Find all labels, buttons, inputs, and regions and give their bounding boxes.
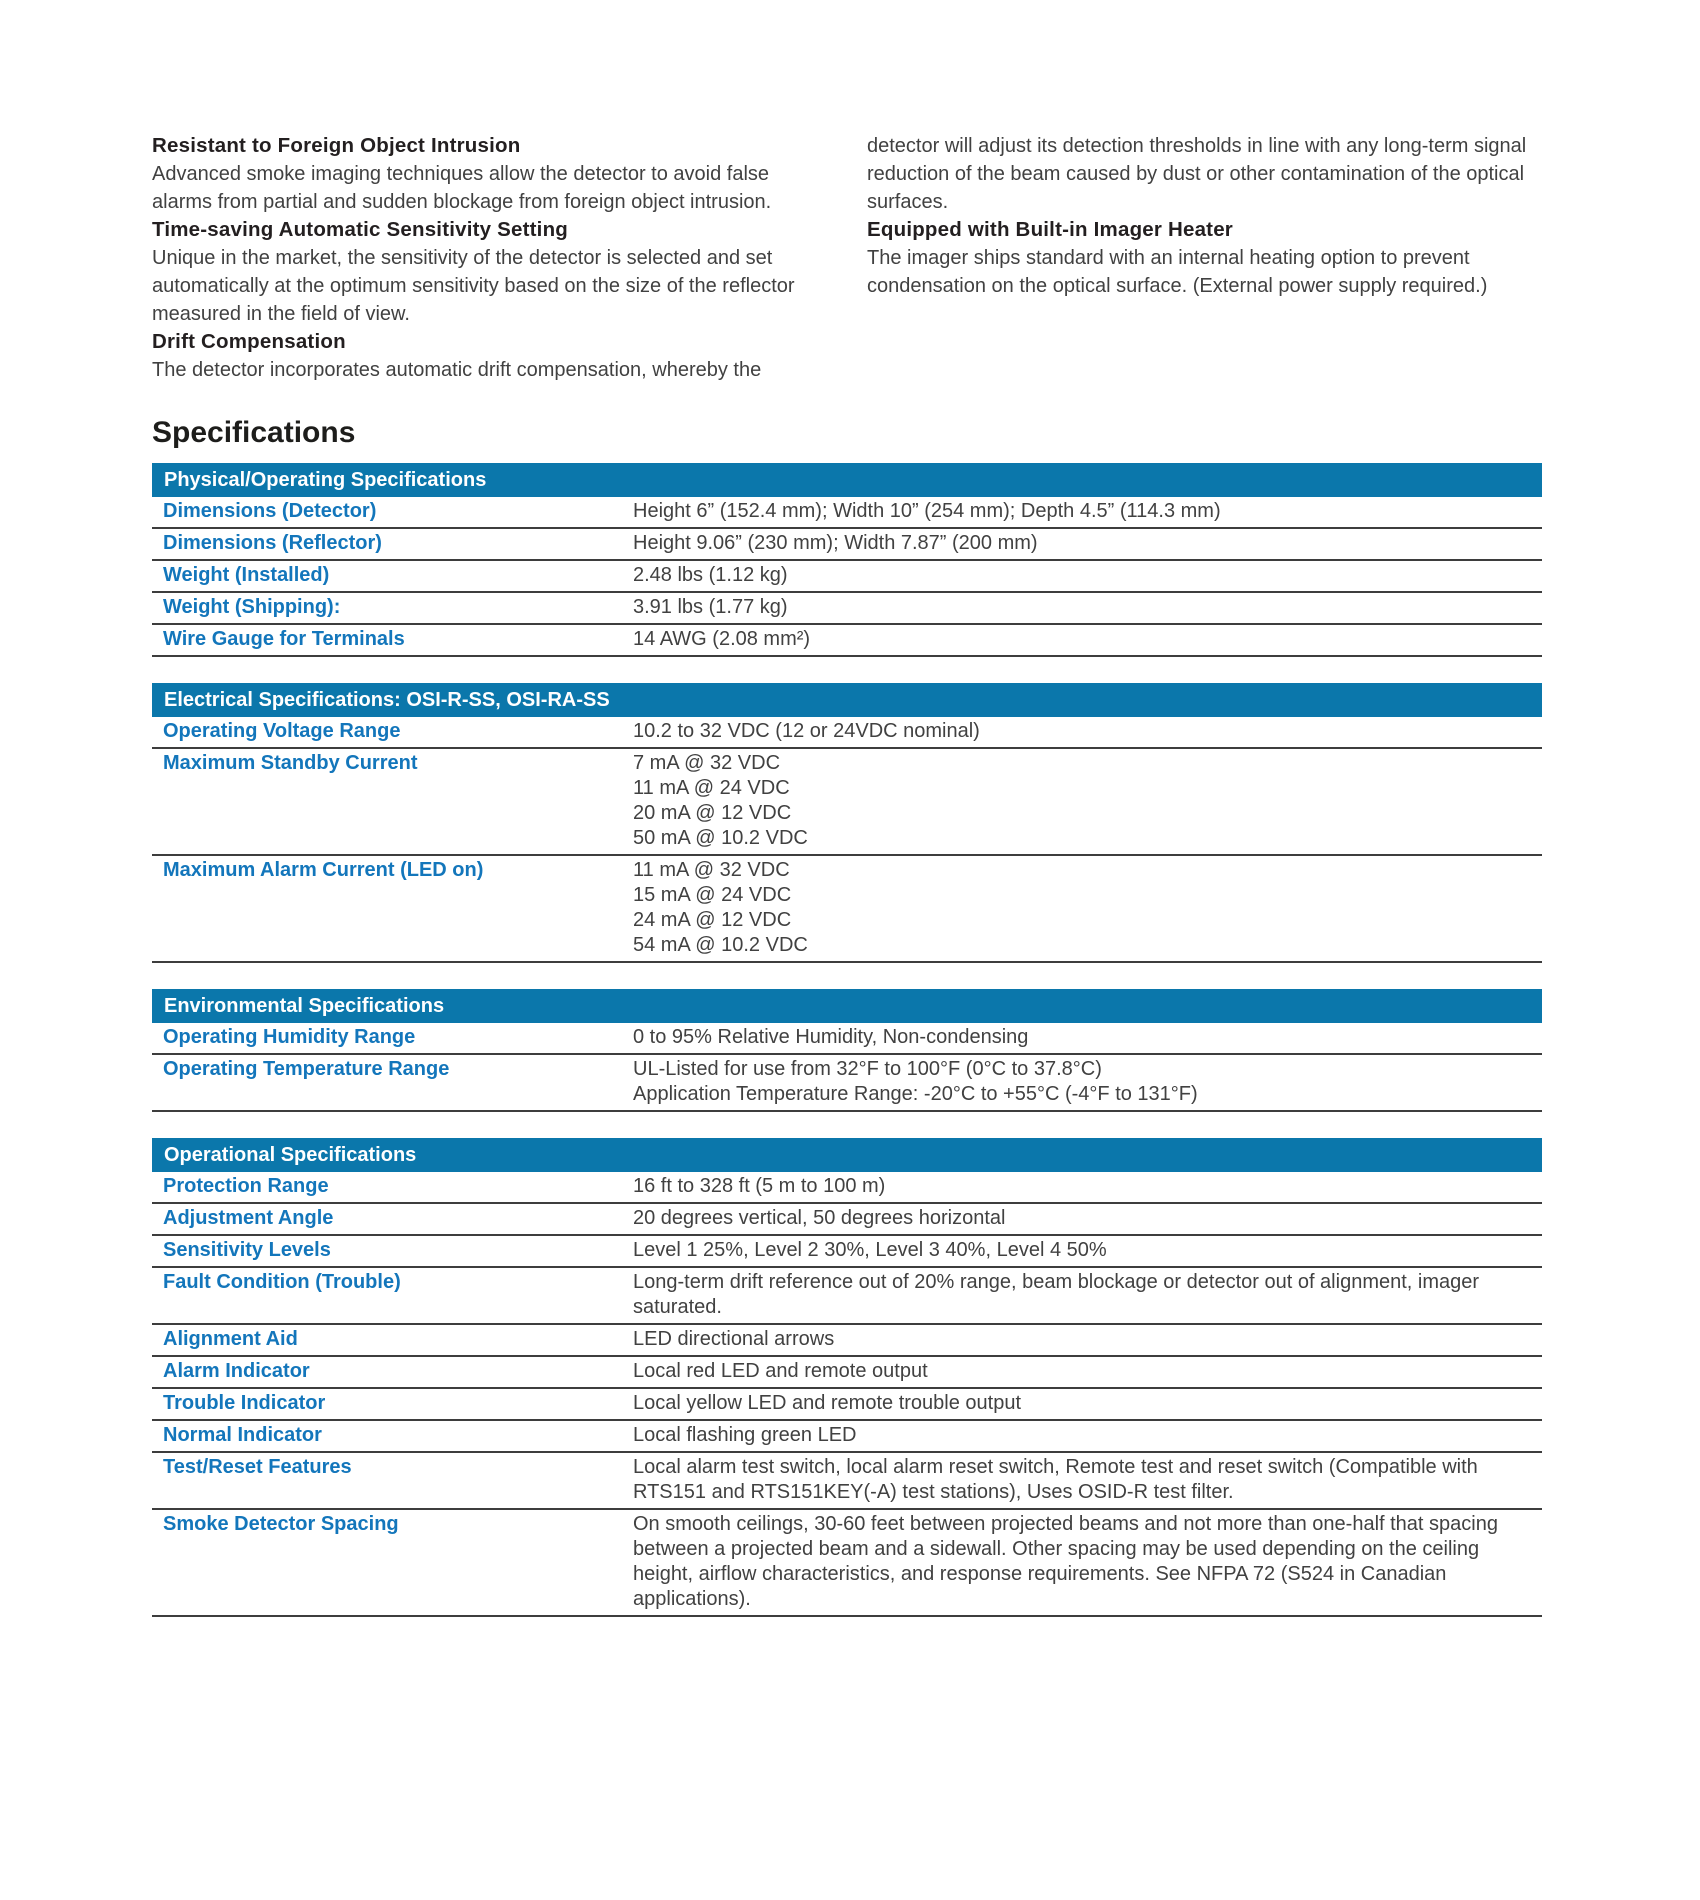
table-row xyxy=(152,856,1542,963)
feature-heading-foreign-object: Resistant to Foreign Object Intrusion xyxy=(152,134,521,157)
table-row xyxy=(152,1325,1542,1357)
row-label: Fault Condition (Trouble) xyxy=(163,1271,401,1293)
row-value xyxy=(633,1423,1533,1448)
table-rows xyxy=(152,717,1542,963)
row-value xyxy=(633,1270,1533,1320)
value-line: 2.48 lbs (1.12 kg) xyxy=(633,564,788,586)
row-value xyxy=(633,751,1533,851)
row-value xyxy=(633,1025,1533,1050)
table-row xyxy=(152,1510,1542,1617)
table-row xyxy=(152,717,1542,749)
value-line: 24 mA @ 12 VDC xyxy=(633,909,792,931)
value-line: Long-term drift reference out of 20% range, beam blockage or detector out of alignment, imager saturated. xyxy=(633,1271,1480,1318)
row-value xyxy=(633,1057,1533,1107)
feature-heading-imager-heater: Equipped with Built-in Imager Heater xyxy=(867,218,1233,241)
row-value xyxy=(633,1206,1533,1231)
table-row xyxy=(152,1268,1542,1325)
row-value xyxy=(633,499,1533,524)
value-line: Application Temperature Range: -20°C to +55°C (-4°F to 131°F) xyxy=(633,1083,1198,1105)
value-line: UL-Listed for use from 32°F to 100°F (0°C to 37.8°C) xyxy=(633,1058,1102,1080)
row-label: Weight (Shipping): xyxy=(163,596,341,618)
value-line: Local alarm test switch, local alarm reset switch, Remote test and reset switch (Compatible with RTS151 and RTS151KEY(-A) test stations), Uses OSID-R test filter. xyxy=(633,1456,1478,1503)
table-row xyxy=(152,1204,1542,1236)
value-line: 0 to 95% Relative Humidity, Non-condensing xyxy=(633,1026,1029,1048)
table-row xyxy=(152,1421,1542,1453)
feature-heading-sensitivity-setting: Time-saving Automatic Sensitivity Setting xyxy=(152,218,569,241)
value-line: 7 mA @ 32 VDC xyxy=(633,752,781,774)
table-row xyxy=(152,1055,1542,1112)
table-row xyxy=(152,1236,1542,1268)
row-value xyxy=(633,1327,1533,1352)
table-rows xyxy=(152,497,1542,657)
row-label: Weight (Installed) xyxy=(163,564,330,586)
value-line: Height 6” (152.4 mm); Width 10” (254 mm); Depth 4.5” (114.3 mm) xyxy=(633,500,1221,522)
row-value xyxy=(633,531,1533,556)
value-line: 11 mA @ 24 VDC xyxy=(633,777,790,799)
row-label: Alignment Aid xyxy=(163,1328,298,1350)
intro-section xyxy=(152,132,1542,384)
table-row xyxy=(152,497,1542,529)
section-title: Specifications xyxy=(152,416,356,449)
table-row xyxy=(152,1172,1542,1204)
row-label: Sensitivity Levels xyxy=(163,1239,331,1261)
row-value xyxy=(633,1391,1533,1416)
row-label: Trouble Indicator xyxy=(163,1392,326,1414)
row-value xyxy=(633,719,1533,744)
row-value xyxy=(633,627,1533,652)
value-line: Local yellow LED and remote trouble output xyxy=(633,1392,1022,1414)
row-label: Maximum Standby Current xyxy=(163,752,418,774)
row-label: Operating Temperature Range xyxy=(163,1058,450,1080)
table-header-bar: Environmental Specifications xyxy=(152,989,1542,1023)
feature-paragraph-imager-heater: The imager ships standard with an internal heating option to prevent condensation on the optical surface. (External power supply required.) xyxy=(867,247,1488,297)
table-rows xyxy=(152,1023,1542,1112)
row-label: Dimensions (Reflector) xyxy=(163,532,382,554)
row-label: Normal Indicator xyxy=(163,1424,322,1446)
table-header-bar: Electrical Specifications: OSI-R-SS, OSI-RA-SS xyxy=(152,683,1542,717)
row-value xyxy=(633,563,1533,588)
table-rows xyxy=(152,1172,1542,1617)
value-line: 54 mA @ 10.2 VDC xyxy=(633,934,808,956)
value-line: 15 mA @ 24 VDC xyxy=(633,884,792,906)
spec-table xyxy=(152,989,1542,1112)
value-line: Local red LED and remote output xyxy=(633,1360,928,1382)
value-line: 10.2 to 32 VDC (12 or 24VDC nominal) xyxy=(633,720,980,742)
row-label: Adjustment Angle xyxy=(163,1207,334,1229)
row-label: Test/Reset Features xyxy=(163,1456,352,1478)
row-value xyxy=(633,1174,1533,1199)
value-line: 16 ft to 328 ft (5 m to 100 m) xyxy=(633,1175,886,1197)
row-label: Operating Humidity Range xyxy=(163,1026,416,1048)
row-value xyxy=(633,1512,1533,1612)
value-line: Local flashing green LED xyxy=(633,1424,857,1446)
row-label: Alarm Indicator xyxy=(163,1360,310,1382)
row-label: Wire Gauge for Terminals xyxy=(163,628,405,650)
spec-table xyxy=(152,683,1542,963)
value-line: 11 mA @ 32 VDC xyxy=(633,859,790,881)
value-line: Level 1 25%, Level 2 30%, Level 3 40%, Level 4 50% xyxy=(633,1239,1107,1261)
row-value xyxy=(633,1238,1533,1263)
value-line: On smooth ceilings, 30-60 feet between projected beams and not more than one-half that spacing between a projected beam and a sidewall. Other spacing may be used depending on the ceiling height, airflow characteristics, and response requirements. See NFPA 72 (S524 in Canadian applications). xyxy=(633,1513,1498,1610)
spec-table xyxy=(152,1138,1542,1617)
row-label: Smoke Detector Spacing xyxy=(163,1513,399,1535)
row-label: Dimensions (Detector) xyxy=(163,500,377,522)
table-row xyxy=(152,749,1542,856)
table-header-bar: Physical/Operating Specifications xyxy=(152,463,1542,497)
feature-paragraph-foreign-object: Advanced smoke imaging techniques allow the detector to avoid false alarms from partial and sudden blockage from foreign object intrusion. xyxy=(152,163,772,213)
value-line: Height 9.06” (230 mm); Width 7.87” (200 mm) xyxy=(633,532,1038,554)
value-line: 20 degrees vertical, 50 degrees horizontal xyxy=(633,1207,1006,1229)
row-value xyxy=(633,1455,1533,1505)
row-value xyxy=(633,595,1533,620)
row-label: Protection Range xyxy=(163,1175,329,1197)
spec-table xyxy=(152,463,1542,657)
value-line: 3.91 lbs (1.77 kg) xyxy=(633,596,788,618)
value-line: LED directional arrows xyxy=(633,1328,835,1350)
table-row xyxy=(152,561,1542,593)
spec-tables-container xyxy=(152,463,1542,1617)
intro-right-column xyxy=(867,132,1542,384)
table-row xyxy=(152,1023,1542,1055)
row-value xyxy=(633,858,1533,958)
row-label: Operating Voltage Range xyxy=(163,720,401,742)
feature-paragraph-drift-compensation: The detector incorporates automatic drift compensation, whereby the xyxy=(152,359,762,381)
value-line: 14 AWG (2.08 mm²) xyxy=(633,628,811,650)
feature-paragraph-drift-continued: detector will adjust its detection thresholds in line with any long-term signal reduction of the beam caused by dust or other contamination of the optical surfaces. xyxy=(867,135,1527,213)
feature-heading-drift-compensation: Drift Compensation xyxy=(152,330,346,353)
feature-paragraph-sensitivity-setting: Unique in the market, the sensitivity of the detector is selected and set automatically at the optimum sensitivity based on the size of the reflector measured in the field of view. xyxy=(152,247,795,325)
value-line: 50 mA @ 10.2 VDC xyxy=(633,827,808,849)
row-label: Maximum Alarm Current (LED on) xyxy=(163,859,484,881)
table-row xyxy=(152,593,1542,625)
intro-left-column xyxy=(152,132,815,384)
row-value xyxy=(633,1359,1533,1384)
table-row xyxy=(152,1453,1542,1510)
table-header-bar: Operational Specifications xyxy=(152,1138,1542,1172)
table-row xyxy=(152,529,1542,561)
value-line: 20 mA @ 12 VDC xyxy=(633,802,792,824)
table-row xyxy=(152,1389,1542,1421)
table-row xyxy=(152,625,1542,657)
table-row xyxy=(152,1357,1542,1389)
